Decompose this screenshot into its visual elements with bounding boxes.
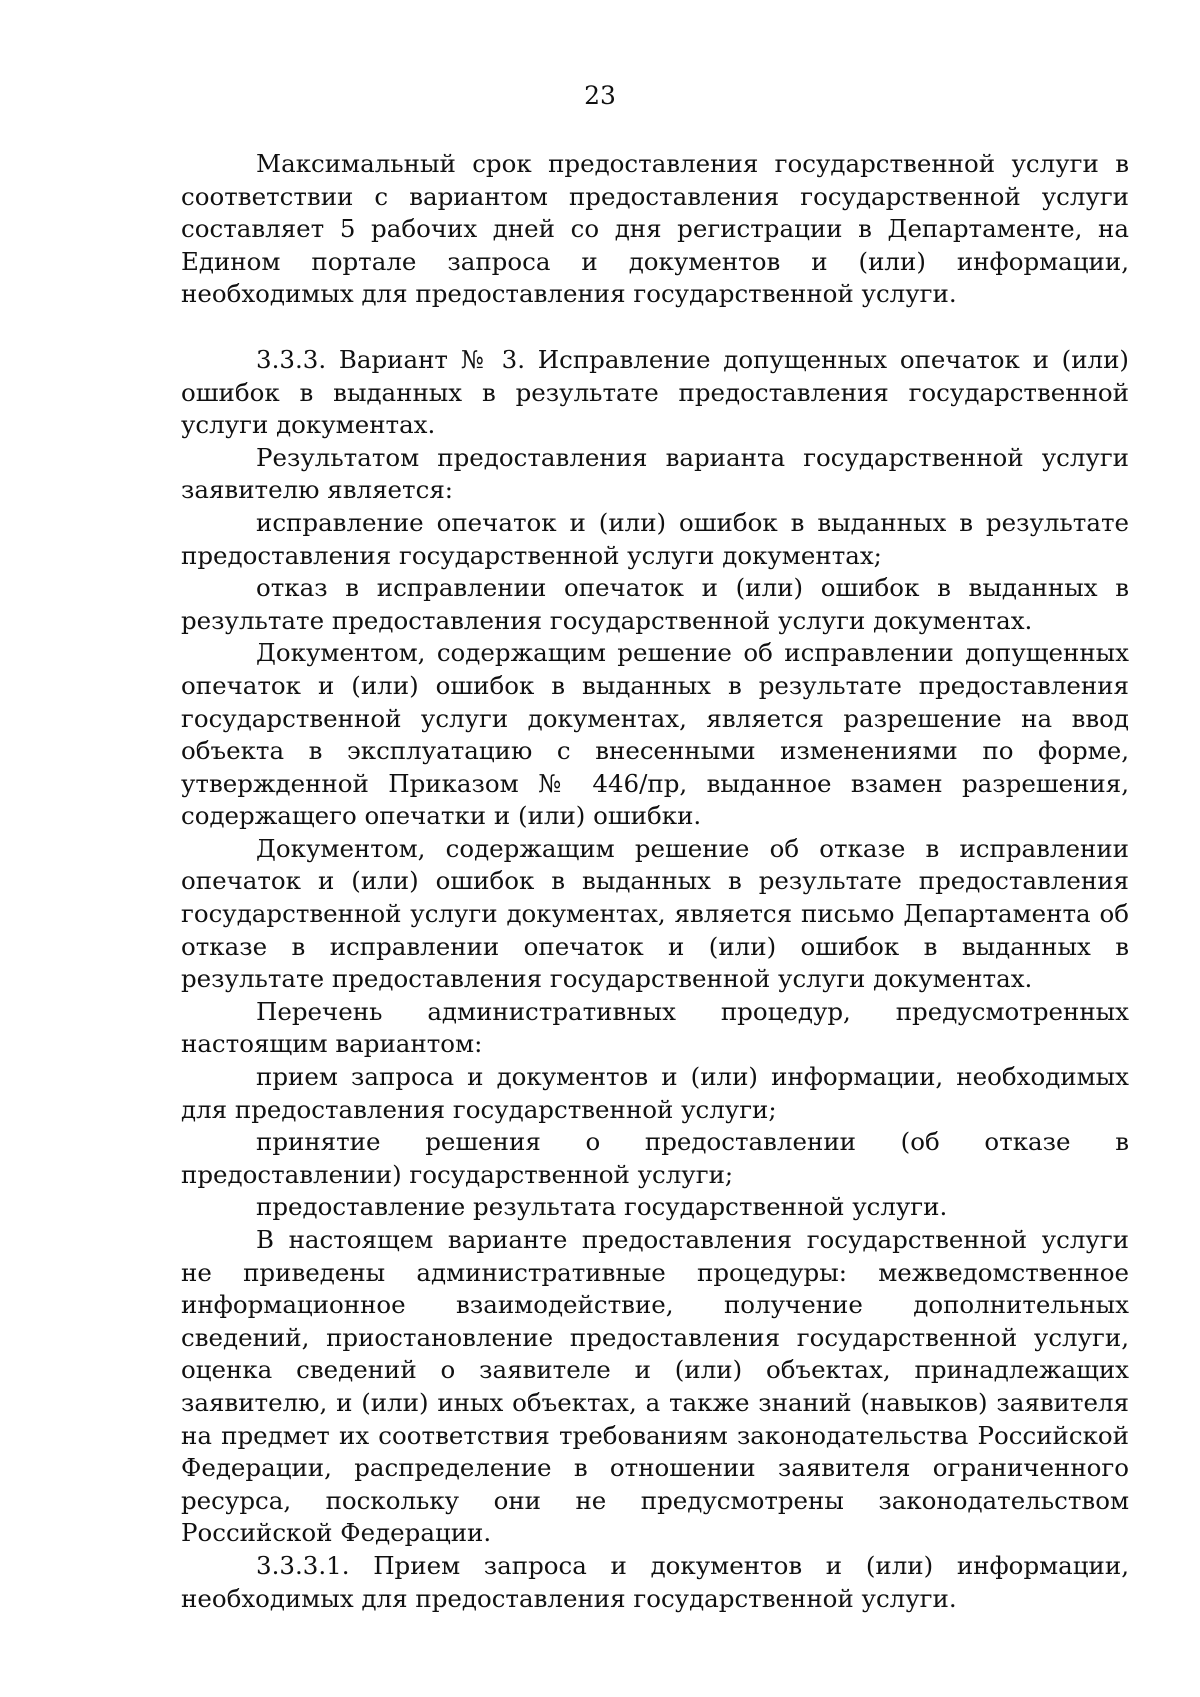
paragraph-procedure-result: предоставление результата государственной услуги. (256, 1192, 948, 1222)
paragraph-result-refusal: отказ в исправлении опечаток и (или) ошибок в выданных в результате предоставления государственной услуги документах. (181, 573, 1129, 635)
paragraph-variant-3-heading: 3.3.3. Вариант № 3. Исправление допущенных опечаток и (или) ошибок в выданных в результате предоставления государственной услуги документах. (181, 344, 1129, 440)
paragraph-result-intro: Результатом предоставления варианта государственной услуги заявителю является: (181, 442, 1129, 505)
document-body (181, 148, 1129, 1615)
paragraph-result-correction: исправление опечаток и (или) ошибок в выданных в результате предоставления государственной услуги документах; (181, 507, 1129, 570)
paragraph-refusal-document: Документом, содержащим решение об отказе в исправлении опечаток и (или) ошибок в выданных в результате предоставления государственной услуги документах, является письмо Департамента об отказе в исправлении опечаток и (или) ошибок в выданных в результате предоставления государственной услуги документах. (181, 833, 1129, 994)
paragraph-excluded-procedures: В настоящем варианте предоставления государственной услуги не приведены административные процедуры: межведомственное информационное взаимодействие, получение дополнительных сведений, приостановление предоставления государственной услуги, оценка сведений о заявителе и (или) объектах, принадлежащих заявителю, и (или) иных объектах, а также знаний (навыков) заявителя на предмет их соответствия требованиям законодательства Российской Федерации, распределение в отношении заявителя ограниченного ресурса, поскольку они не предусмотрены законодательством Российской Федерации. (181, 1225, 1129, 1548)
paragraph-section-3-3-3-1: 3.3.3.1. Прием запроса и документов и (или) информации, необходимых для предоставления государственной услуги. (181, 1550, 1129, 1613)
paragraph-correction-document: Документом, содержащим решение об исправлении допущенных опечаток и (или) ошибок в выданных в результате предоставления государственной услуги документах, является разрешение на ввод объекта в эксплуатацию с внесенными изменениями по форме, утвержденной Приказом № 446/пр, выданное взамен разрешения, содержащего опечатки и (или) ошибки. (181, 638, 1129, 831)
paragraph-max-term: Максимальный срок предоставления государственной услуги в соответствии с вариантом предоставления государственной услуги составляет 5 рабочих дней со дня регистрации в Департаменте, на Едином портале запроса и документов и (или) информации, необходимых для предоставления государственной услуги. (181, 149, 1129, 309)
paragraph-procedures-intro: Перечень административных процедур, предусмотренных настоящим вариантом: (181, 996, 1129, 1059)
paragraph-procedure-reception: прием запроса и документов и (или) информации, необходимых для предоставления государственной услуги; (181, 1062, 1129, 1124)
page-number: 23 (584, 81, 616, 110)
paragraph-procedure-decision: принятие решения о предоставлении (об отказе в предоставлении) государственной услуги; (181, 1127, 1129, 1189)
